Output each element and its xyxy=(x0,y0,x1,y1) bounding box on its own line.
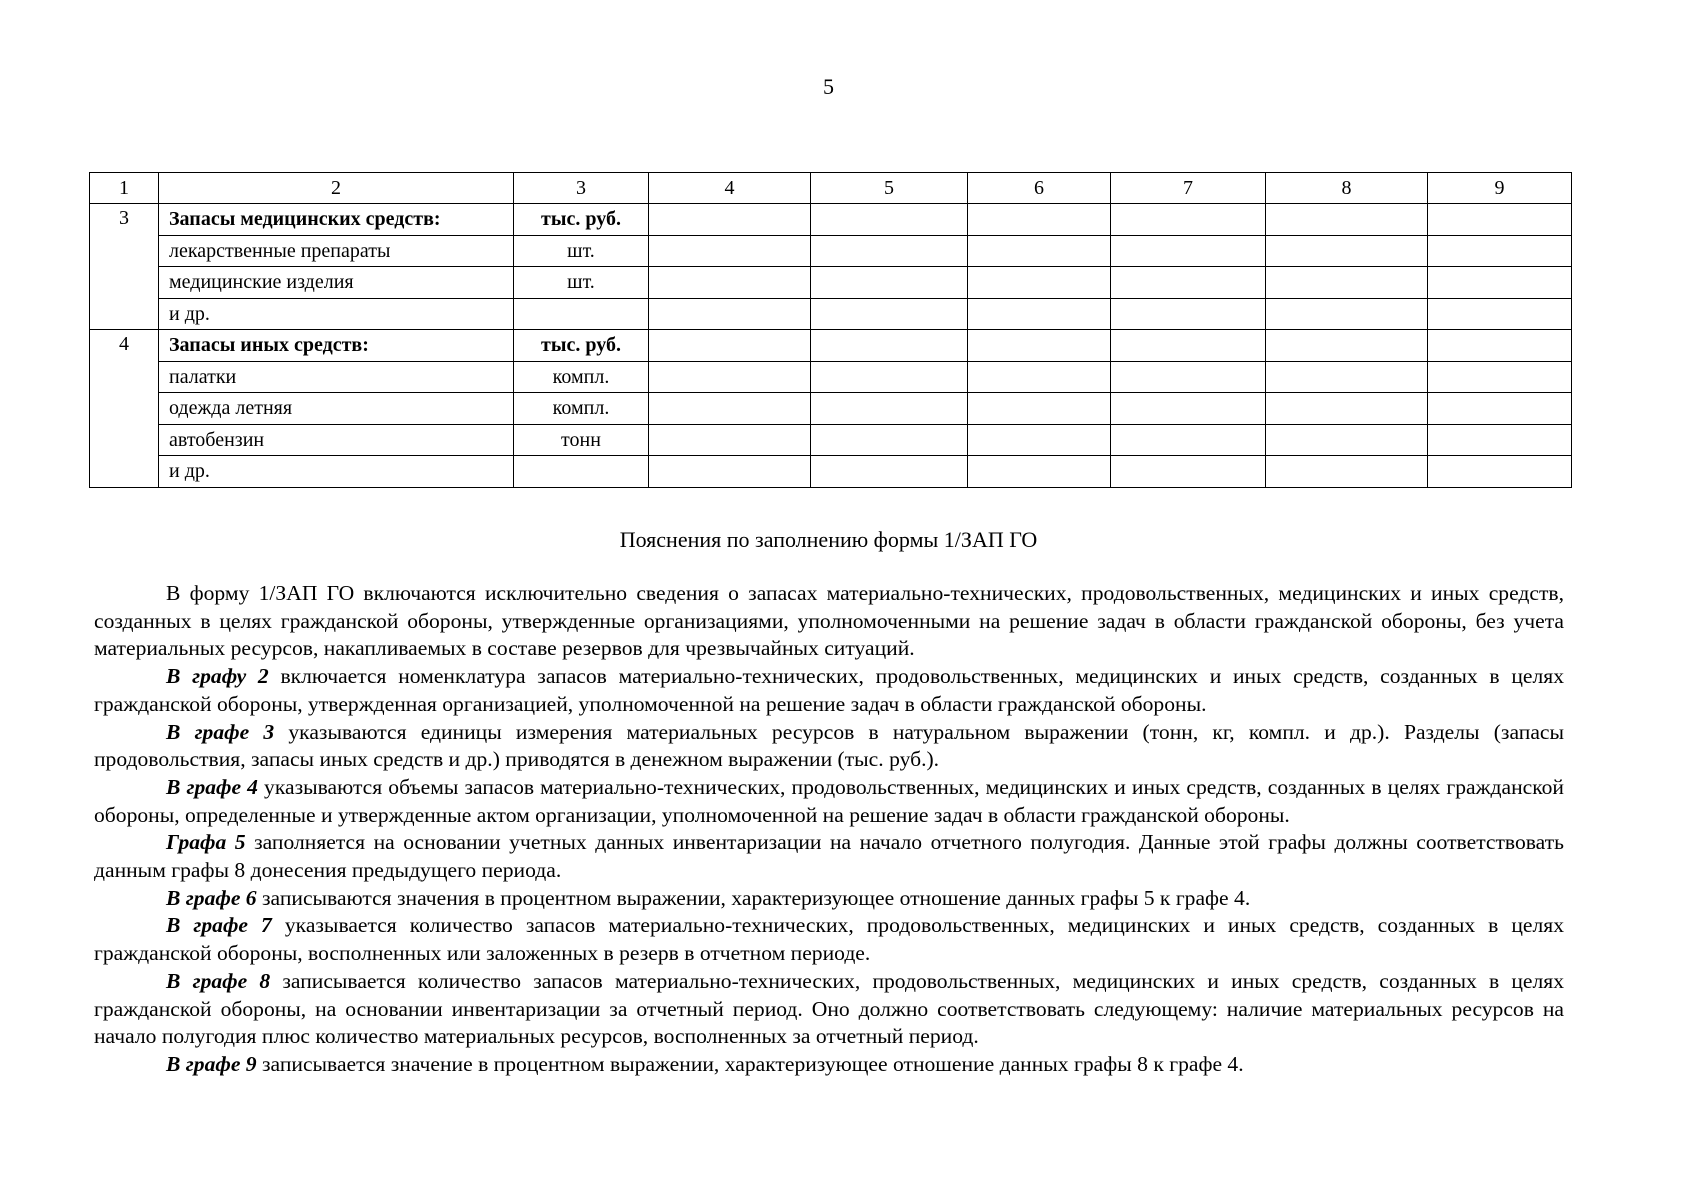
value-cell xyxy=(1266,393,1428,425)
column-number: 6 xyxy=(968,173,1111,204)
unit-of-measure: тыс. руб. xyxy=(514,204,649,236)
resource-name: одежда летняя xyxy=(159,393,514,425)
paragraph-text: записываются значения в процентном выражении, характеризующее отношение данных графы 5 к графе 4. xyxy=(256,885,1251,910)
value-cell xyxy=(1266,361,1428,393)
value-cell xyxy=(968,204,1111,236)
column-reference: В графу 2 xyxy=(166,664,269,689)
table-row xyxy=(90,298,1572,330)
value-cell xyxy=(1266,204,1428,236)
value-cell xyxy=(811,361,968,393)
unit-of-measure: тыс. руб. xyxy=(514,330,649,362)
value-cell xyxy=(968,267,1111,299)
resource-name: автобензин xyxy=(159,424,514,456)
unit-of-measure: компл. xyxy=(514,393,649,425)
paragraph-text: записывается количество запасов материально-технических, продовольственных, медицинских и иных средств, созданных в целях гражданской обороны, на основании инвентаризации за отчетный период. Оно должно соответствовать следующему: наличие материальных ресурсов на начало полугодия плюс количество материальных ресурсов, восполненных за отчетный период. xyxy=(94,968,1564,1049)
value-cell xyxy=(649,456,811,488)
value-cell xyxy=(1266,424,1428,456)
value-cell xyxy=(649,235,811,267)
unit-of-measure xyxy=(514,298,649,330)
value-cell xyxy=(1428,456,1572,488)
column-reference: В графе 3 xyxy=(166,719,275,744)
resource-name: лекарственные препараты xyxy=(159,235,514,267)
paragraph-text: включается номенклатура запасов материально-технических, продовольственных, медицинских и иных средств, созданных в целях гражданской обороны, утвержденная организацией, уполномоченной на решение задач в области гражданской обороны. xyxy=(94,664,1564,716)
explanation-text xyxy=(94,580,1564,1079)
value-cell xyxy=(968,393,1111,425)
explanation-paragraph xyxy=(94,719,1564,774)
column-number: 5 xyxy=(811,173,968,204)
value-cell xyxy=(1111,393,1266,425)
value-cell xyxy=(811,456,968,488)
resource-name: Запасы иных средств: xyxy=(159,330,514,362)
value-cell xyxy=(1111,361,1266,393)
value-cell xyxy=(1266,456,1428,488)
table-row xyxy=(90,361,1572,393)
unit-of-measure: шт. xyxy=(514,267,649,299)
value-cell xyxy=(1428,361,1572,393)
unit-of-measure: тонн xyxy=(514,424,649,456)
column-number: 1 xyxy=(90,173,159,204)
resource-name: Запасы медицинских средств: xyxy=(159,204,514,236)
unit-of-measure xyxy=(514,456,649,488)
table-row xyxy=(90,424,1572,456)
explanation-paragraph xyxy=(94,1051,1564,1079)
value-cell xyxy=(1428,424,1572,456)
value-cell xyxy=(968,298,1111,330)
value-cell xyxy=(1111,424,1266,456)
value-cell xyxy=(1266,235,1428,267)
value-cell xyxy=(968,456,1111,488)
resource-name: медицинские изделия xyxy=(159,267,514,299)
value-cell xyxy=(649,393,811,425)
page-number: 5 xyxy=(823,74,834,99)
paragraph-text: В форму 1/ЗАП ГО включаются исключительно сведения о запасах материально-технических, продовольственных, медицинских и иных средств, созданных в целях гражданской обороны, утвержденные организациями, уполномоченными на решение задач в области гражданской обороны, без учета материальных ресурсов, накапливаемых в составе резервов для чрезвычайных ситуаций. xyxy=(94,581,1564,661)
paragraph-text: записывается значение в процентном выражении, характеризующее отношение данных графы 8 к графе 4. xyxy=(256,1051,1244,1076)
unit-of-measure: компл. xyxy=(514,361,649,393)
explanation-paragraph xyxy=(94,774,1564,829)
value-cell xyxy=(1428,267,1572,299)
explanation-paragraph xyxy=(94,663,1564,718)
value-cell xyxy=(1111,456,1266,488)
value-cell xyxy=(968,361,1111,393)
explanation-paragraph xyxy=(94,829,1564,884)
column-reference: Графа 5 xyxy=(166,830,246,855)
value-cell xyxy=(649,424,811,456)
resource-name: и др. xyxy=(159,298,514,330)
table-row xyxy=(90,393,1572,425)
column-reference: В графе 8 xyxy=(166,968,271,993)
value-cell xyxy=(811,204,968,236)
column-number: 3 xyxy=(514,173,649,204)
column-reference: В графе 6 xyxy=(166,885,257,910)
value-cell xyxy=(1111,298,1266,330)
value-cell xyxy=(649,361,811,393)
value-cell xyxy=(968,330,1111,362)
column-reference: В графе 4 xyxy=(166,774,258,799)
table-row xyxy=(90,235,1572,267)
value-cell xyxy=(1428,393,1572,425)
value-cell xyxy=(649,204,811,236)
unit-of-measure: шт. xyxy=(514,235,649,267)
value-cell xyxy=(1428,235,1572,267)
section-number: 4 xyxy=(90,330,159,488)
value-cell xyxy=(1266,267,1428,299)
value-cell xyxy=(1428,204,1572,236)
value-cell xyxy=(649,267,811,299)
value-cell xyxy=(1111,235,1266,267)
table-row xyxy=(90,330,1572,362)
explanation-paragraph xyxy=(94,885,1564,913)
value-cell xyxy=(811,424,968,456)
resource-name: палатки xyxy=(159,361,514,393)
explanation-paragraph xyxy=(94,968,1564,1051)
value-cell xyxy=(811,267,968,299)
value-cell xyxy=(1428,330,1572,362)
column-number: 2 xyxy=(159,173,514,204)
table-row xyxy=(90,456,1572,488)
table-row xyxy=(90,204,1572,236)
explanation-paragraph xyxy=(94,580,1564,663)
column-reference: В графе 7 xyxy=(166,913,272,938)
table-header-row xyxy=(90,173,1572,204)
value-cell xyxy=(968,235,1111,267)
value-cell xyxy=(968,424,1111,456)
value-cell xyxy=(1266,298,1428,330)
explanation-title: Пояснения по заполнению формы 1/ЗАП ГО xyxy=(619,527,1038,552)
form-table xyxy=(89,172,1572,488)
column-number: 9 xyxy=(1428,173,1572,204)
value-cell xyxy=(649,298,811,330)
value-cell xyxy=(649,330,811,362)
column-number: 8 xyxy=(1266,173,1428,204)
column-reference: В графе 9 xyxy=(166,1051,257,1076)
resource-name: и др. xyxy=(159,456,514,488)
value-cell xyxy=(1266,330,1428,362)
value-cell xyxy=(811,393,968,425)
value-cell xyxy=(1111,204,1266,236)
column-number: 4 xyxy=(649,173,811,204)
explanation-paragraph xyxy=(94,912,1564,967)
value-cell xyxy=(811,330,968,362)
value-cell xyxy=(811,235,968,267)
section-number: 3 xyxy=(90,204,159,330)
paragraph-text: указываются единицы измерения материальных ресурсов в натуральном выражении (тонн, кг, компл. и др.). Разделы (запасы продовольствия, запасы иных средств и др.) приводятся в денежном выражении (тыс. руб.). xyxy=(94,719,1564,772)
paragraph-text: заполняется на основании учетных данных инвентаризации на начало отчетного полугодия. Данные этой графы должны соответствовать данным графы 8 донесения предыдущего периода. xyxy=(94,830,1564,883)
paragraph-text: указывается количество запасов материально-технических, продовольственных, медицинских и иных средств, созданных в целях гражданской обороны, восполненных или заложенных в резерв в отчетном периоде. xyxy=(94,913,1564,966)
value-cell xyxy=(1428,298,1572,330)
value-cell xyxy=(1111,267,1266,299)
value-cell xyxy=(1111,330,1266,362)
value-cell xyxy=(811,298,968,330)
column-number: 7 xyxy=(1111,173,1266,204)
paragraph-text: указываются объемы запасов материально-технических, продовольственных, медицинских и иных средств, созданных в целях гражданской обороны, определенные и утвержденные актом организации, уполномоченной на решение задач в области гражданской обороны. xyxy=(94,774,1564,827)
table-row xyxy=(90,267,1572,299)
